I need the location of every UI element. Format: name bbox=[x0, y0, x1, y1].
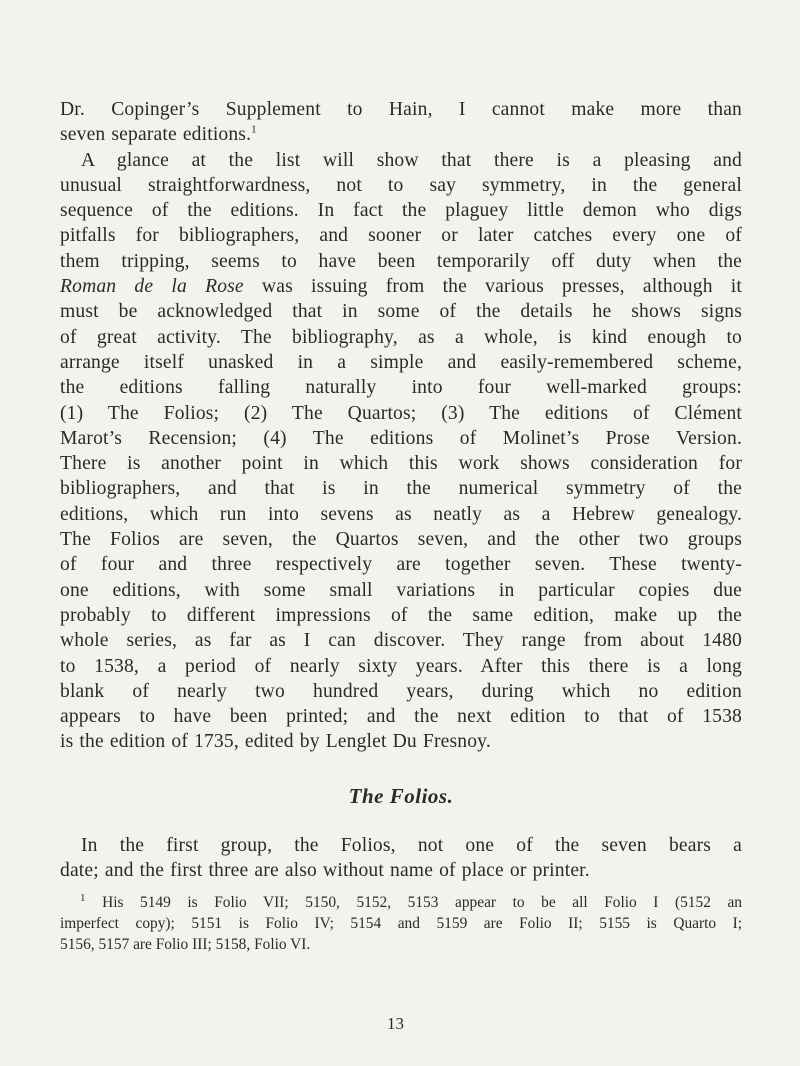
text-line: must be acknowledged that in some of the details he shows signs bbox=[60, 301, 742, 323]
text-line bbox=[60, 274, 742, 299]
text-line bbox=[60, 122, 742, 147]
footnote-marker: 1 bbox=[80, 892, 86, 905]
text-line: probably to different impressions of the same edition, make up the bbox=[60, 604, 742, 626]
footnote-text: His 5149 is Folio VII; 5150, 5152, 5153 appear to be all Folio I (5152 an bbox=[102, 894, 742, 912]
text-line: A glance at the list will show that there is a pleasing and bbox=[81, 149, 742, 171]
footnote-line bbox=[60, 892, 742, 913]
text-line: of four and three respectively are together seven. These twenty- bbox=[60, 554, 742, 576]
text-line: Marot’s Recension; (4) The editions of Molinet’s Prose Version. bbox=[60, 427, 742, 449]
text-line: whole series, as far as I can discover. They range from about 1480 bbox=[60, 630, 742, 652]
paragraph-main bbox=[60, 148, 742, 755]
text-line: unusual straightforwardness, not to say symmetry, in the general bbox=[60, 174, 742, 196]
text-line: the editions falling naturally into four well-marked groups: bbox=[60, 377, 742, 399]
text-line: blank of nearly two hundred years, during which no edition bbox=[60, 680, 742, 702]
text-line: editions, which run into sevens as neatly as a Hebrew genealogy. bbox=[60, 503, 742, 525]
text-line: The Folios are seven, the Quartos seven, and the other two groups bbox=[60, 529, 742, 551]
text-line: is the edition of 1735, edited by Lenglet Du Fresnoy. bbox=[60, 731, 491, 753]
page-body bbox=[60, 97, 742, 955]
text-line: (1) The Folios; (2) The Quartos; (3) The editions of Clément bbox=[60, 402, 742, 424]
text-line: Dr. Copinger’s Supplement to Hain, I cannot make more than bbox=[60, 99, 742, 120]
text-line: them tripping, seems to have been temporarily off duty when the bbox=[60, 250, 742, 272]
footnote bbox=[60, 892, 742, 955]
text-line: date; and the first three are also without name of place or printer. bbox=[60, 860, 590, 882]
text-line-content: seven separate editions. bbox=[60, 124, 252, 146]
text-line: of great activity. The bibliography, as a whole, is kind enough to bbox=[60, 326, 742, 348]
page-number: 13 bbox=[387, 1014, 404, 1033]
section-heading: The Folios. bbox=[348, 783, 454, 808]
text-line: pitfalls for bibliographers, and sooner or later catches every one of bbox=[60, 225, 742, 247]
text-line: arrange itself unasked in a simple and easily-remembered scheme, bbox=[60, 351, 742, 373]
paragraph-intro bbox=[60, 97, 742, 148]
text-line: to 1538, a period of nearly sixty years. After this there is a long bbox=[60, 655, 742, 677]
paragraph-folios bbox=[60, 833, 742, 884]
footnote-marker: 1 bbox=[251, 123, 257, 136]
text-line: one editions, with some small variations in particular copies due bbox=[60, 579, 742, 601]
text-line: appears to have been printed; and the next edition to that of 1538 bbox=[60, 706, 742, 728]
footnote-line: imperfect copy); 5151 is Folio IV; 5154 and 5159 are Folio II; 5155 is Quarto I; bbox=[60, 915, 742, 933]
text-line: bibliographers, and that is in the numerical symmetry of the bbox=[60, 478, 742, 500]
text-line: There is another point in which this work shows consideration for bbox=[60, 453, 742, 475]
italic-title: Roman de la Rose bbox=[60, 276, 244, 298]
text-line: sequence of the editions. In fact the plaguey little demon who digs bbox=[60, 200, 742, 222]
footnote-line: 5156, 5157 are Folio III; 5158, Folio VI. bbox=[60, 936, 311, 954]
text-line: In the first group, the Folios, not one of the seven bears a bbox=[81, 834, 742, 856]
text-line-content: was issuing from the various presses, although it bbox=[243, 276, 742, 298]
